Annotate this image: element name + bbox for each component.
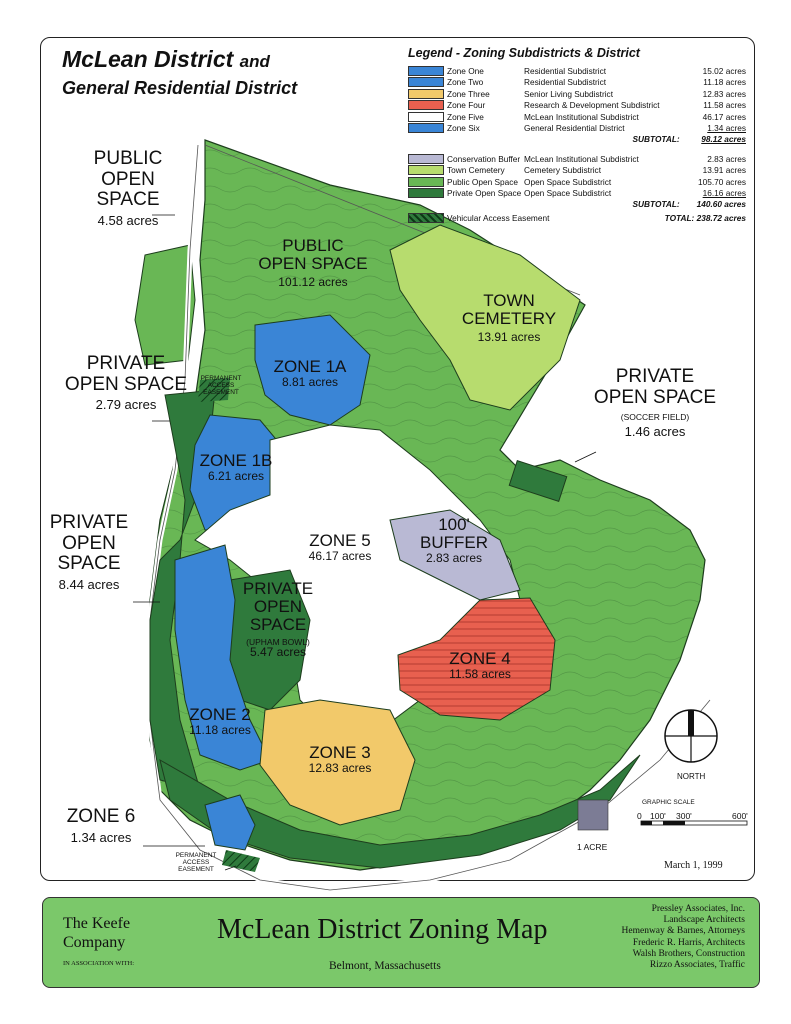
legend-subdistrict: Residential Subdistrict xyxy=(524,65,607,76)
legend xyxy=(408,46,748,224)
legend-subdistrict: Open Space Subdistrict xyxy=(524,188,612,199)
legend-subtotal-1: SUBTOTAL: 98.12 acres xyxy=(632,134,746,144)
legend-acres: 46.17 acres xyxy=(702,111,746,122)
legend-zone-name: Town Cemetery xyxy=(447,165,505,176)
legend-acres: 11.18 acres xyxy=(703,77,746,88)
one-acre-label: 1 ACRE xyxy=(577,842,608,852)
legend-subdistrict: Cemetery Subdistrict xyxy=(524,165,602,176)
legend-zone-name: Conservation Buffer xyxy=(447,153,521,164)
legend-zone-name: Zone Six xyxy=(447,123,480,134)
company-name: The Keefe Company xyxy=(63,915,131,952)
legend-subtotal-2: SUBTOTAL: 140.60 acres xyxy=(632,199,746,209)
label-zone-3: ZONE 3 12.83 acres xyxy=(308,743,372,775)
label-public-open-space-west: PUBLIC OPEN SPACE 4.58 acres xyxy=(93,148,163,228)
zoning-map-title: McLean District Zoning Map xyxy=(217,914,548,945)
legend-easement-swatch xyxy=(408,213,444,223)
legend-zone-name: Zone Two xyxy=(447,77,484,88)
label-private-open-space-mid-west: PRIVATE OPEN SPACE 8.44 acres xyxy=(49,512,129,592)
location-subtitle: Belmont, Massachusetts xyxy=(329,960,441,972)
legend-acres: 15.02 acres xyxy=(702,65,746,76)
legend-zone-name: Zone Five xyxy=(447,111,484,122)
label-conservation-buffer: 100' BUFFER 2.83 acres xyxy=(420,515,488,565)
legend-row xyxy=(408,65,748,77)
association-note: IN ASSOCIATION WITH: xyxy=(63,960,135,967)
map-date: March 1, 1999 xyxy=(664,860,723,871)
label-zone-4: ZONE 4 11.58 acres xyxy=(449,649,511,681)
label-zone-2: ZONE 2 11.18 acres xyxy=(189,705,251,737)
legend-row xyxy=(408,176,748,188)
credits-list: Pressley Associates, Inc. Landscape Architects Hemenway & Barnes, Attorneys Frederic R. Harris, Architects Walsh Brothers, Construction Rizzo Associates, Traffic xyxy=(621,904,745,971)
legend-zone-name: Private Open Space xyxy=(447,188,522,199)
legend-zone-name: Zone Four xyxy=(447,100,486,111)
legend-row xyxy=(408,88,748,100)
legend-swatch xyxy=(408,188,444,198)
one-acre-swatch xyxy=(578,800,608,830)
legend-swatch xyxy=(408,123,444,133)
legend-zone-name: Zone One xyxy=(447,65,484,76)
legend-acres: 16.16 acres xyxy=(702,188,746,199)
label-zone-1a: ZONE 1A 8.81 acres xyxy=(273,357,347,389)
legend-acres: 2.83 acres xyxy=(707,153,746,164)
legend-row xyxy=(408,123,748,135)
legend-row xyxy=(408,100,748,112)
legend-swatch xyxy=(408,66,444,76)
legend-swatch xyxy=(408,112,444,122)
legend-subdistrict: Residential Subdistrict xyxy=(524,77,607,88)
label-permanent-easement-top: PERMANENT ACCESS EASEMENT xyxy=(200,375,242,396)
label-private-open-space-soccer: PRIVATE OPEN SPACE (SOCCER FIELD) 1.46 acres xyxy=(593,366,717,440)
legend-subdistrict: Senior Living Subdistrict xyxy=(524,88,614,99)
graphic-scale-bar xyxy=(641,821,747,825)
north-label: NORTH xyxy=(677,772,706,781)
title-block xyxy=(42,897,760,988)
map-title-line2: General Residential District xyxy=(62,78,298,98)
legend-acres: 11.58 acres xyxy=(703,100,746,111)
label-zone-6-outside: ZONE 6 1.34 acres xyxy=(66,806,136,845)
legend-easement-label: Vehicular Access Easement xyxy=(447,212,550,223)
label-permanent-easement-bottom: PERMANENT ACCESS EASEMENT xyxy=(175,852,217,873)
legend-subdistrict: McLean Institutional Subdistrict xyxy=(524,153,639,164)
legend-zone-name: Public Open Space xyxy=(447,176,519,187)
legend-row xyxy=(408,153,748,165)
legend-swatch xyxy=(408,100,444,110)
label-public-open-space-main: PUBLIC OPEN SPACE 101.12 acres xyxy=(258,236,368,289)
legend-acres: 13.91 acres xyxy=(702,165,746,176)
legend-zone-name: Zone Three xyxy=(447,88,490,99)
label-town-cemetery: TOWN CEMETERY 13.91 acres xyxy=(461,291,557,344)
legend-total: TOTAL: 238.72 acres xyxy=(664,212,746,223)
legend-swatch xyxy=(408,177,444,187)
legend-subdistrict: Research & Development Subdistrict xyxy=(524,100,660,111)
legend-swatch xyxy=(408,154,444,164)
legend-row xyxy=(408,165,748,177)
legend-subdistrict: General Residential District xyxy=(524,123,625,134)
legend-row xyxy=(408,188,748,200)
legend-swatch xyxy=(408,165,444,175)
legend-acres: 105.70 acres xyxy=(698,176,746,187)
legend-title: Legend - Zoning Subdistricts & District xyxy=(408,46,640,60)
graphic-scale-title: GRAPHIC SCALE xyxy=(642,799,695,806)
legend-row xyxy=(408,111,748,123)
legend-subdistrict: McLean Institutional Subdistrict xyxy=(524,111,639,122)
legend-subdistrict: Open Space Subdistrict xyxy=(524,176,612,187)
legend-swatch xyxy=(408,77,444,87)
north-arrow xyxy=(665,710,717,762)
map-title-line1: McLean District and xyxy=(62,46,270,72)
legend-swatch xyxy=(408,89,444,99)
label-zone-1b: ZONE 1B 6.21 acres xyxy=(199,451,273,483)
legend-row xyxy=(408,77,748,89)
legend-acres: 12.83 acres xyxy=(702,88,746,99)
label-upham-bowl: PRIVATE OPEN SPACE (UPHAM BOWL) 5.47 acres xyxy=(242,579,314,660)
legend-acres: 1.34 acres xyxy=(707,123,746,134)
label-zone-5: ZONE 5 46.17 acres xyxy=(308,531,372,563)
label-private-open-space-upper-west: PRIVATE OPEN SPACE 2.79 acres xyxy=(64,353,188,413)
